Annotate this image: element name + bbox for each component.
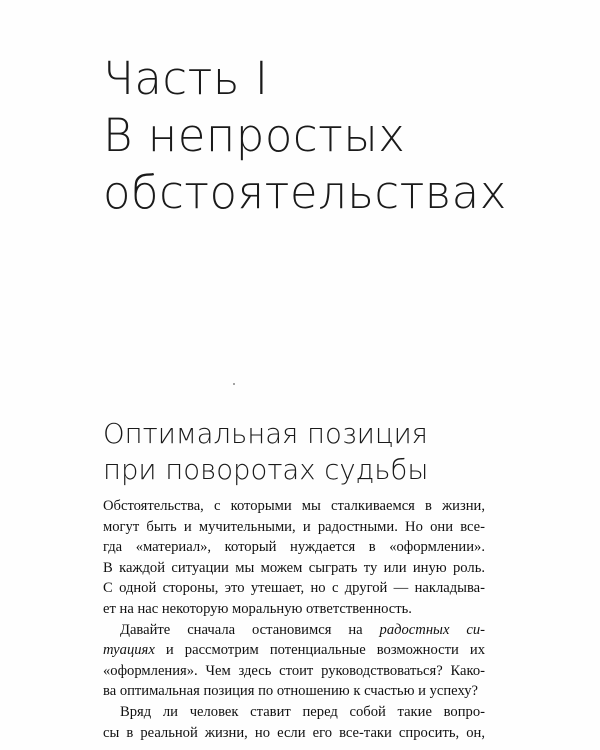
section-title-line-2: при поворотах судьбы	[103, 454, 429, 486]
part-title-line-1: Часть I	[103, 52, 269, 105]
part-title	[103, 50, 543, 221]
body-line	[103, 620, 485, 641]
body-line: гда «материал», который нуждается в «оформлении».	[103, 539, 485, 556]
body-line	[103, 640, 485, 661]
section-title-line-1: Оптимальная позиция	[103, 418, 428, 450]
body-line: ва оптимальная позиция по отношению к счастью и успеху?	[103, 683, 478, 700]
body-line: Вряд ли человек ставит перед собой такие вопро-	[120, 703, 485, 720]
body-text	[103, 496, 485, 743]
body-line: сы в реальной жизни, но если его все-таки спросить, он,	[103, 724, 485, 741]
stray-dot	[233, 383, 235, 385]
part-title-line-3: обстоятельствах	[103, 166, 507, 219]
body-text-run: Давайте сначала остановимся на	[120, 621, 380, 638]
part-title-line-2: В непростых	[103, 109, 406, 162]
section-title	[103, 416, 543, 488]
body-line: В каждой ситуации мы можем сыграть ту или иную роль.	[103, 559, 485, 576]
body-line: Обстоятельства, с которыми мы сталкиваемся в жизни,	[103, 498, 485, 514]
body-italic-run: туациях	[103, 642, 155, 659]
body-line: «оформления». Чем здесь стоит руководствоваться? Како-	[103, 662, 485, 679]
body-italic-run: радостных си-	[379, 621, 485, 638]
body-text-run: и рассмотрим потенциальные возможности их	[154, 642, 485, 659]
body-line: могут быть и мучительными, и радостными. Но они все-	[103, 518, 485, 535]
body-line: С одной стороны, это утешает, но с другой — накладыва-	[103, 580, 485, 597]
body-line: ет на нас некоторую моральную ответственность.	[103, 600, 412, 617]
